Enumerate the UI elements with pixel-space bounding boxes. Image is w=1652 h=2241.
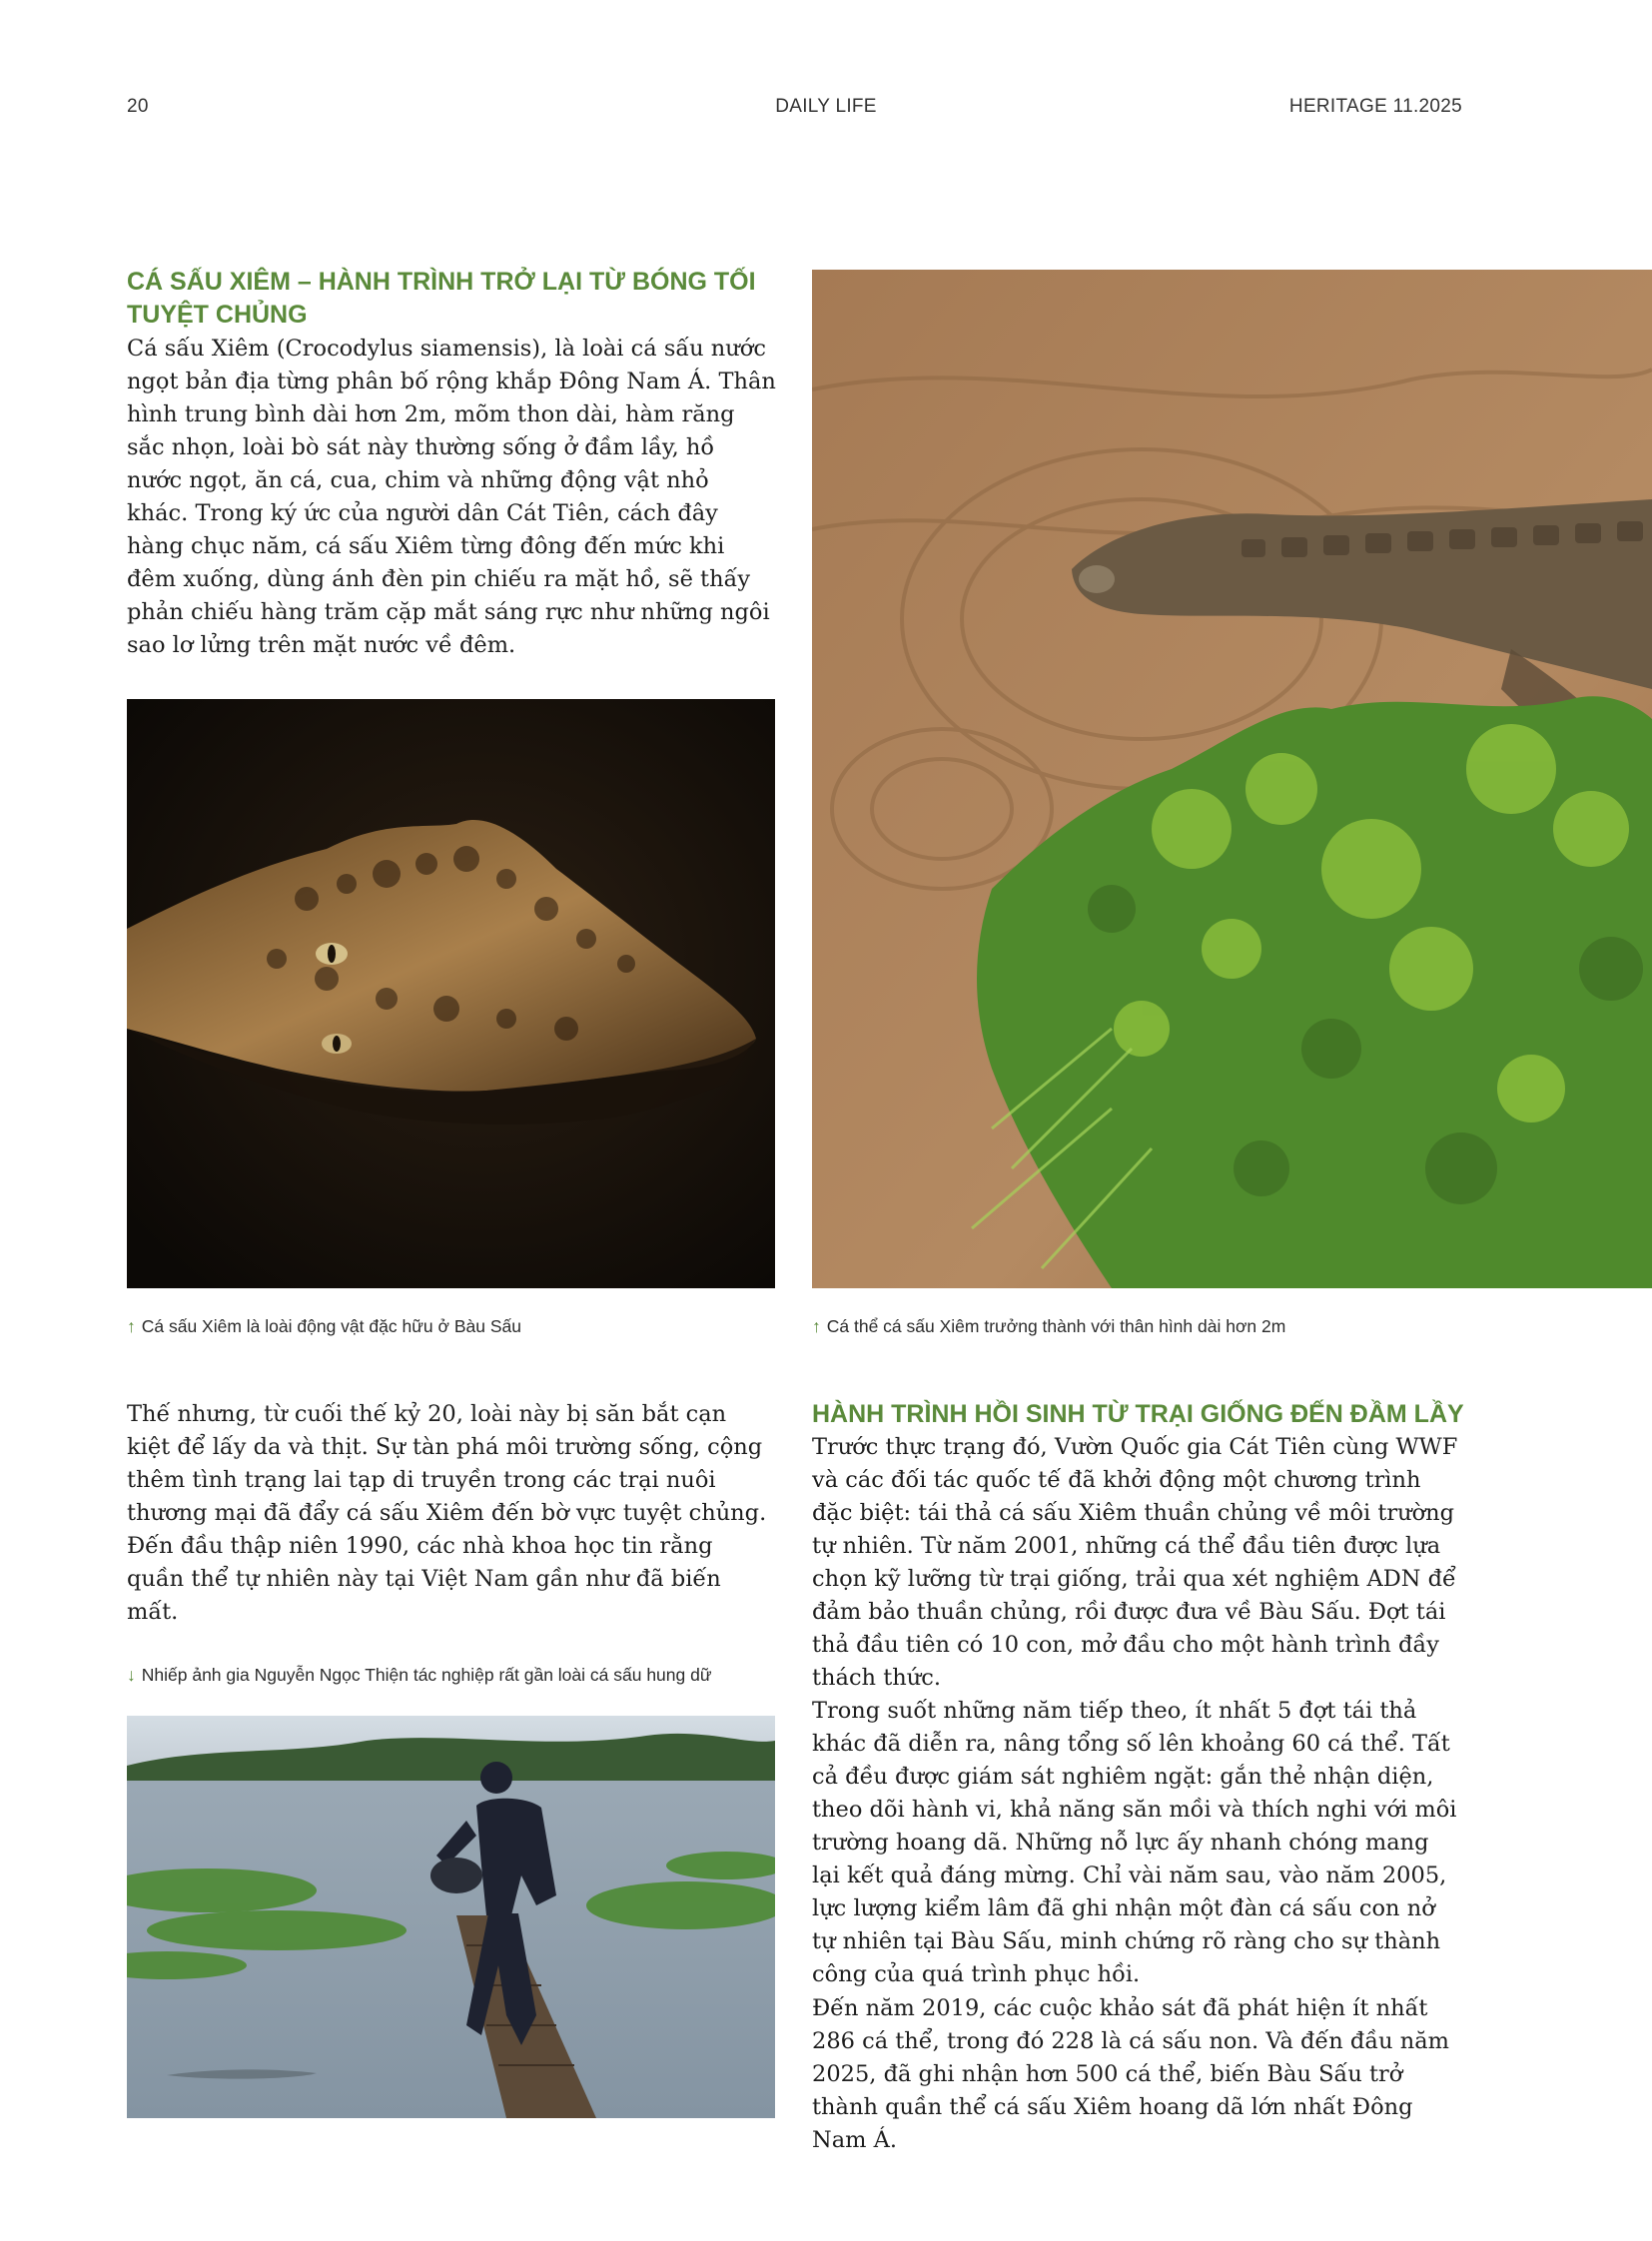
issue-label: HERITAGE 11.2025 bbox=[1288, 96, 1462, 117]
night-crocodile-photo bbox=[127, 699, 775, 1288]
section-heading-2: HÀNH TRÌNH HỒI SINH TỪ TRẠI GIỐNG ĐẾN ĐẦM LẦY bbox=[812, 1400, 1464, 1428]
intro-paragraph: Cá sấu Xiêm (Crocodylus siamensis), là loài cá sấu nước ngọt bản địa từng phân bố rộng khắp Đông Nam Á. Thân hình trung bình dài hơn 2m, mõm thon dài, hàm răng sắc nhọn, loài bò sát này thường sống ở đầm lầy, hồ nước ngọt, ăn cá, cua, chim và những động vật nhỏ khác. Trong ký ức của người dân Cát Tiên, cách đây hàng chục năm, cá sấu Xiêm từng đông đến mức khi đêm xuống, dùng ánh đèn pin chiếu ra mặt hồ, sẽ thấy phản chiếu hàng trăm cặp mắt sáng rực như những ngôi sao lơ lửng trên mặt nước về đêm. bbox=[127, 336, 776, 658]
recovery-paragraph-2: Trong suốt những năm tiếp theo, ít nhất 5 đợt tái thả khác đã diễn ra, nâng tổng số lên khoảng 60 cá thể. Tất cả đều được giám sát nghiêm ngặt: gắn thẻ nhận diện, theo dõi hành vi, khả năng săn mồi và thích nghi với môi trường hoang dã. Những nỗ lực ấy nhanh chóng mang lại kết quả đáng mừng. Chỉ vài năm sau, vào năm 2005, lực lượng kiểm lâm đã ghi nhận một đàn cá sấu con nở tự nhiên tại Bàu Sấu, minh chứng rõ ràng cho sự thành công của quá trình phục hồi. bbox=[812, 1698, 1457, 1987]
photographer-photo bbox=[127, 1716, 775, 2118]
caption-night-crocodile: ↑ Cá sấu Xiêm là loài động vật đặc hữu ở Bàu Sấu bbox=[127, 1316, 521, 1336]
recovery-paragraph-1: Trước thực trạng đó, Vườn Quốc gia Cát Tiên cùng WWF và các đối tác quốc tế đã khởi động một chương trình đặc biệt: tái thả cá sấu Xiêm thuần chủng về môi trường tự nhiên. Từ năm 2001, những cá thể đầu tiên được lựa chọn kỹ lưỡng từ trại giống, trải qua xét nghiệm ADN để đảm bảo thuần chủng, rồi được đưa về Bàu Sấu. Đợt tái thả đầu tiên có 10 con, mở đầu cho một hành trình đầy thách thức. bbox=[812, 1434, 1458, 1691]
caption-adult-crocodile: ↑ Cá thể cá sấu Xiêm trưởng thành với thân hình dài hơn 2m bbox=[812, 1316, 1286, 1336]
page-number: 20 bbox=[127, 96, 149, 117]
section-heading-1: CÁ SẤU XIÊM – HÀNH TRÌNH TRỞ LẠI TỪ BÓNG TỐI TUYỆT CHỦNG bbox=[127, 268, 756, 329]
decline-paragraph: Thế nhưng, từ cuối thế kỷ 20, loài này bị săn bắt cạn kiệt để lấy da và thịt. Sự tàn phá môi trường sống, cộng thêm tình trạng lai tạp di truyền trong các trại nuôi thương mại đã đẩy cá sấu Xiêm đến bờ vực tuyệt chủng. Đến đầu thập niên 1990, các nhà khoa học tin rằng quần thể tự nhiên này tại Việt Nam gần như đã biến mất. bbox=[127, 1401, 767, 1625]
aerial-crocodile-photo bbox=[812, 270, 1652, 1288]
section-label: DAILY LIFE bbox=[775, 96, 877, 117]
arrow-down-icon: ↓ bbox=[127, 1665, 136, 1685]
caption-photographer: ↓ Nhiếp ảnh gia Nguyễn Ngọc Thiện tác nghiệp rất gần loài cá sấu hung dữ bbox=[127, 1665, 712, 1685]
recovery-paragraph-3: Đến năm 2019, các cuộc khảo sát đã phát hiện ít nhất 286 cá thể, trong đó 228 là cá sấu non. Và đến đầu năm 2025, đã ghi nhận hơn 500 cá thể, biến Bàu Sấu trở thành quần thể cá sấu Xiêm hoang dã lớn nhất Đông Nam Á. bbox=[812, 1995, 1449, 2153]
arrow-up-icon: ↑ bbox=[812, 1316, 821, 1336]
arrow-up-icon: ↑ bbox=[127, 1316, 136, 1336]
